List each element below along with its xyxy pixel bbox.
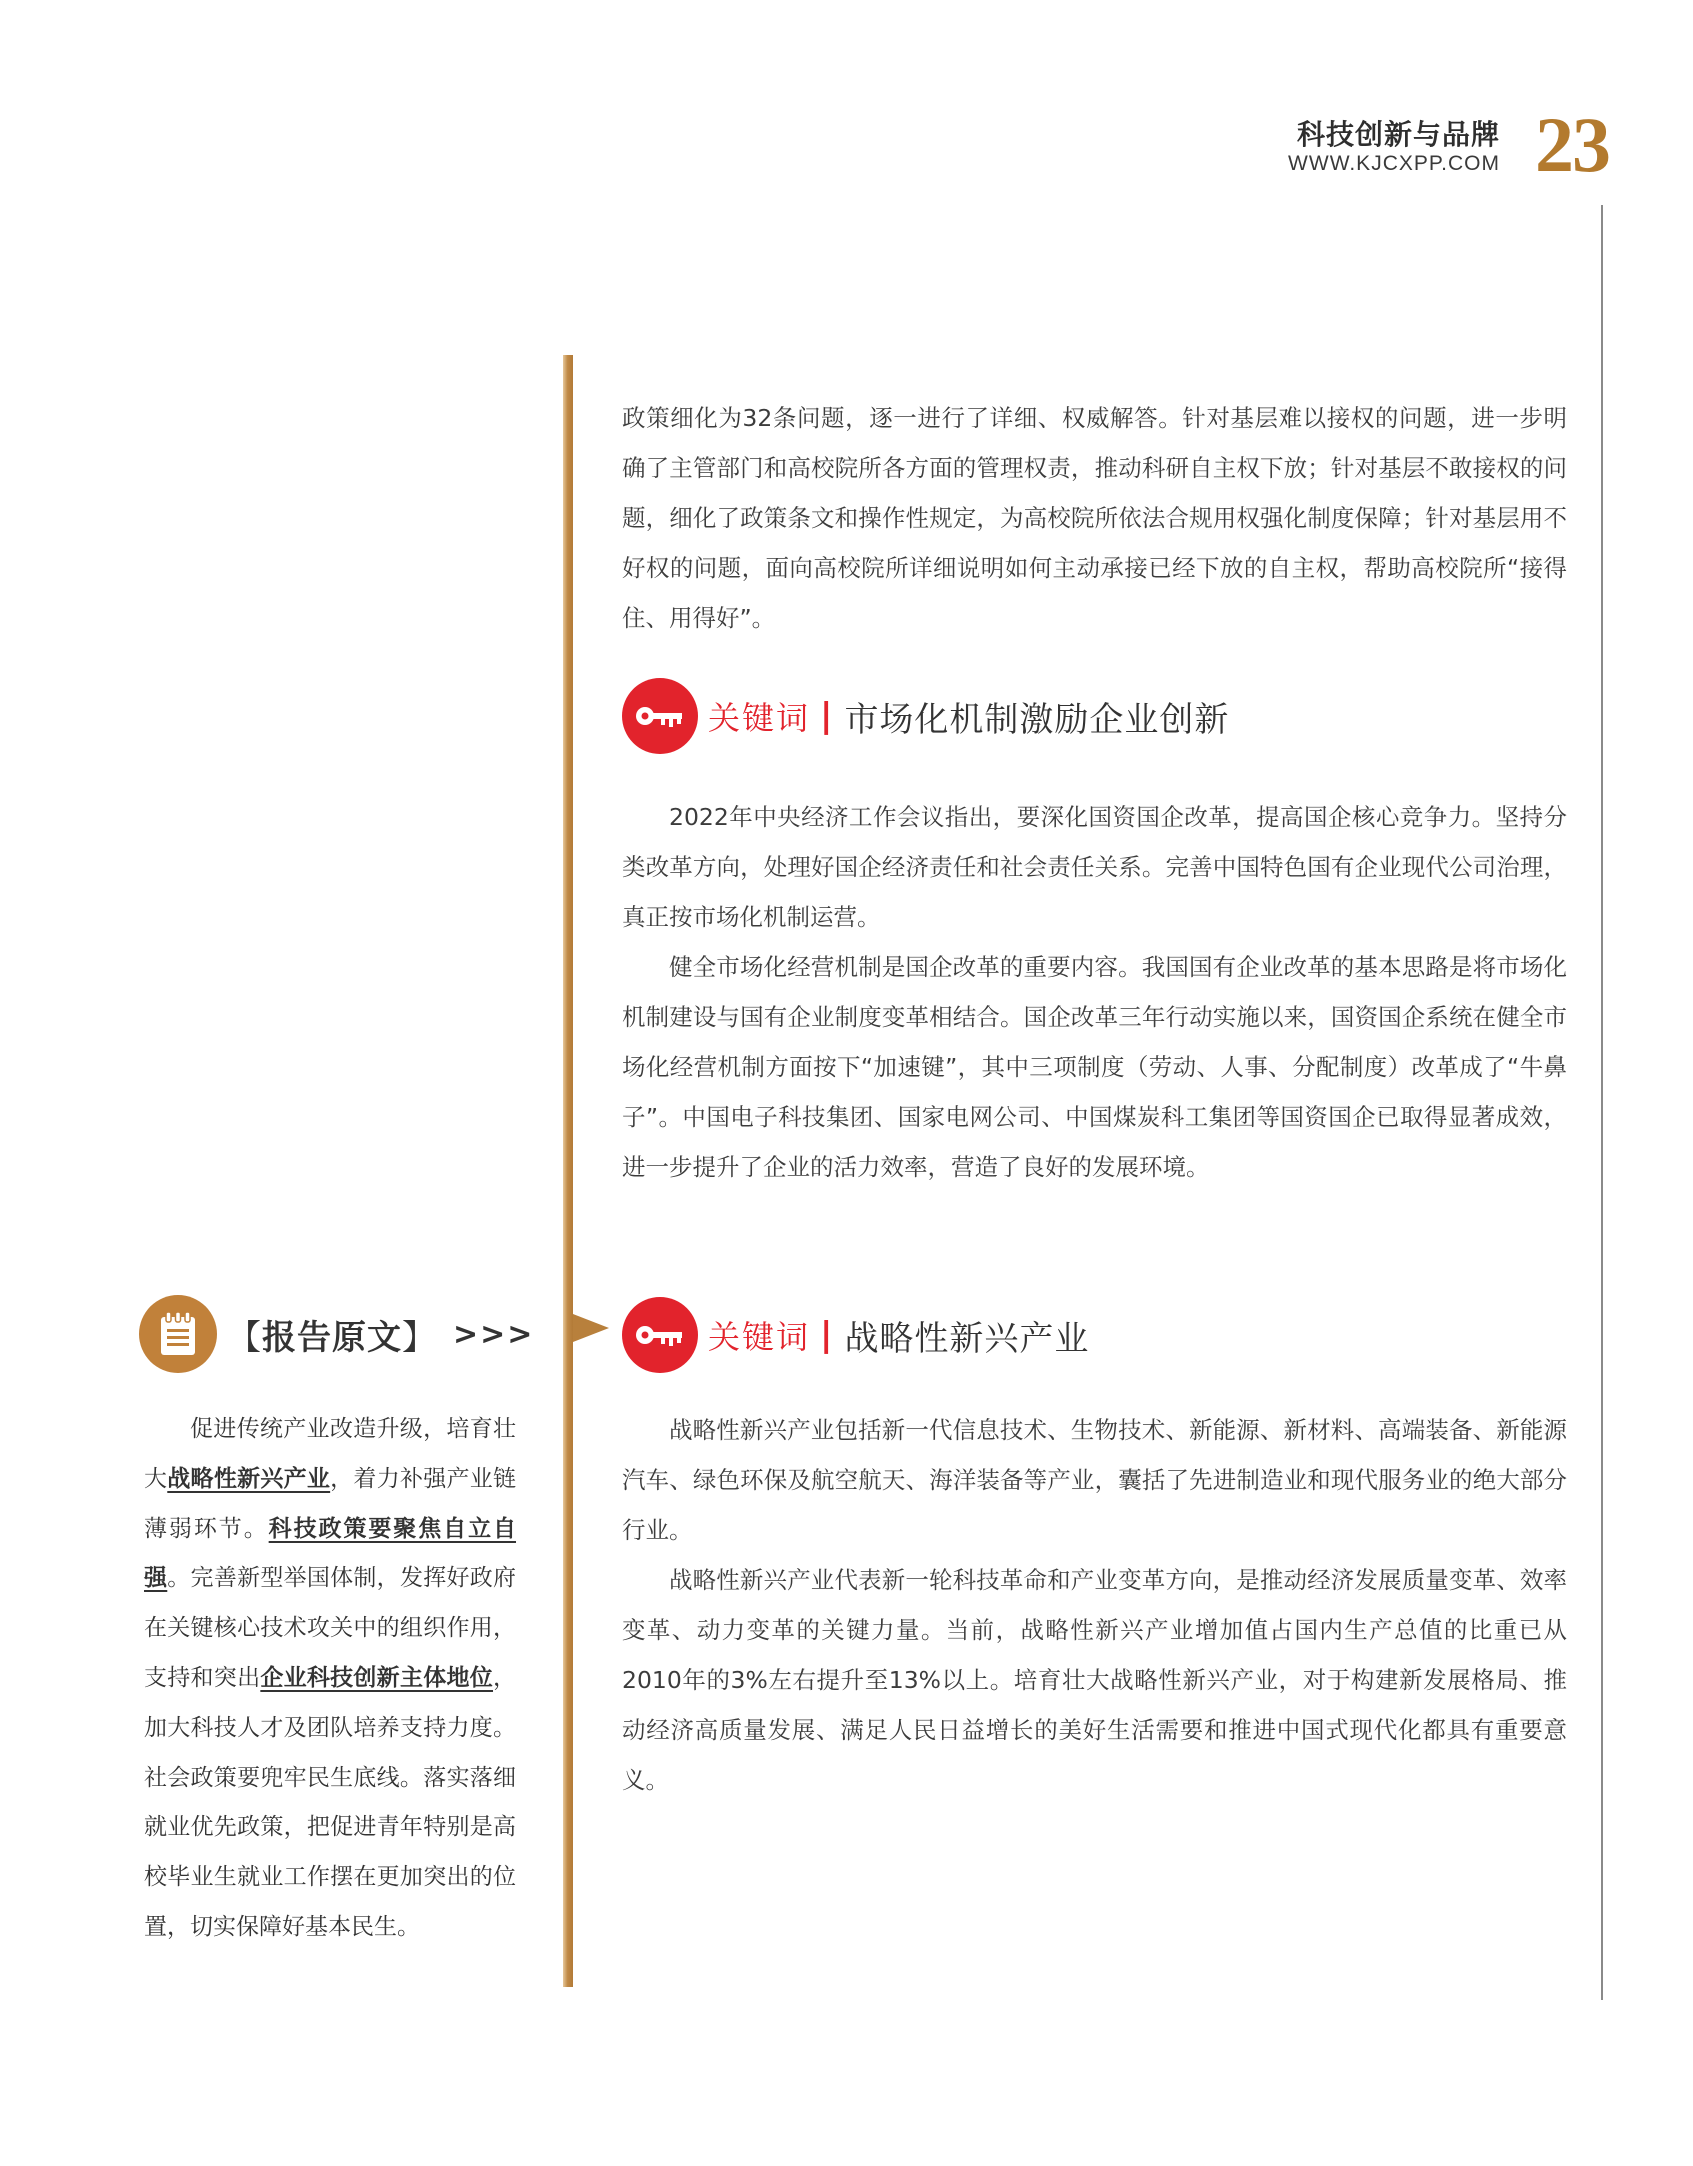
keyword-label: 关键词 <box>708 1318 811 1356</box>
keyword-separator: | <box>820 1315 833 1355</box>
intro-paragraph: 政策细化为32条问题，逐一进行了详细、权威解答。针对基层难以接权的问题，进一步明确了主管部门和高校院所各方面的管理权责，推动科研自主权下放；针对基层不敢接权的问题，细化了政策条文和操作性规定，为高校院所依法合规用权强化制度保障；针对基层用不好权的问题，面向高校院所详细说明如何主动承接已经下放的自主权，帮助高校院所“接得住、用得好”。 <box>622 404 1567 632</box>
section-2-paragraph-2: 战略性新兴产业代表新一轮科技革命和产业变革方向，是推动经济发展质量变革、效率变革、动力变革的关键力量。当前，战略性新兴产业增加值占国内生产总值的比重已从2010年的3%左右提升至13%以上。培育壮大战略性新兴产业，对于构建新发展格局、推动经济高质量发展、满足人民日益增长的美好生活需要和推进中国式现代化都具有重要意义。 <box>622 1566 1567 1794</box>
vertical-accent-bar <box>563 355 573 1987</box>
keyword-separator: | <box>820 696 833 736</box>
section-2-paragraph-1: 战略性新兴产业包括新一代信息技术、生物技术、新能源、新材料、高端装备、新能源汽车、绿色环保及航空航天、海洋装备等产业，囊括了先进制造业和现代服务业的绝大部分行业。 <box>622 1416 1567 1544</box>
intro-section <box>622 393 1567 643</box>
section-1-body <box>622 792 1567 1192</box>
sidebar-title <box>227 1310 437 1359</box>
quote-text-part: 。完善新型举国体制，发挥好政府在关键核心技术攻关中的组织作用，支持和突出 <box>144 1565 517 1691</box>
quote-highlight: 科技政策要聚焦自立自强 <box>144 1515 517 1592</box>
sidebar-bracket-open: 【 <box>227 1317 262 1358</box>
keyword-heading-2 <box>622 1295 1089 1375</box>
sidebar-bracket-close: 】 <box>402 1317 437 1358</box>
section-1-paragraph-2: 健全市场化经营机制是国企改革的重要内容。我国国有企业改革的基本思路是将市场化机制建设与国有企业制度变革相结合。国企改革三年行动实施以来，国资国企系统在健全市场化经营机制方面按下“加速键”，其中三项制度（劳动、人事、分配制度）改革成了“牛鼻子”。中国电子科技集团、国家电网公司、中国煤炭科工集团等国资国企已取得显著成效，进一步提升了企业的活力效率，营造了良好的发展环境。 <box>622 953 1567 1181</box>
quote-highlight: 战略性新兴产业 <box>167 1465 331 1492</box>
notepad-icon <box>139 1295 217 1373</box>
keyword-label: 关键词 <box>708 699 811 737</box>
quote-text-part: ，加大科技人才及团队培养支持力度。社会政策要兜牢民生底线。落实落细就业优先政策，把促进青年特别是高校毕业生就业工作摆在更加突出的位置，切实保障好基本民生。 <box>144 1664 517 1940</box>
magazine-name: 科技创新与品牌 <box>1296 118 1500 151</box>
key-icon <box>622 678 698 754</box>
quote-text-part: ，着力补强产业链薄弱环节。 <box>144 1465 517 1542</box>
sidebar-title-text: 报告原文 <box>262 1317 402 1358</box>
keyword-heading-1 <box>622 676 1229 756</box>
accent-pointer-arrow <box>573 1314 609 1342</box>
magazine-url: WWW.KJCXPP.COM <box>1288 152 1500 175</box>
section-1-paragraph-1: 2022年中央经济工作会议指出，要深化国资国企改革，提高国企核心竞争力。坚持分类改革方向，处理好国企经济责任和社会责任关系。完善中国特色国有企业现代公司治理，真正按市场化机制运营。 <box>622 803 1567 931</box>
section-title: 市场化机制激励企业创新 <box>844 699 1230 740</box>
quote-highlight: 企业科技创新主体地位 <box>260 1664 494 1691</box>
key-icon <box>622 1297 698 1373</box>
sidebar-quote-text <box>144 1405 516 1953</box>
sidebar-arrows: >>> <box>453 1316 535 1352</box>
right-divider <box>1601 205 1603 2000</box>
section-2-body <box>622 1405 1567 1805</box>
quote-text-part: 促进传统产业改造升级，培育壮大 <box>144 1416 516 1492</box>
section-title: 战略性新兴产业 <box>844 1318 1090 1359</box>
page-number: 23 <box>1535 101 1609 188</box>
magazine-header <box>1288 118 1500 176</box>
sidebar-heading <box>139 1295 534 1373</box>
